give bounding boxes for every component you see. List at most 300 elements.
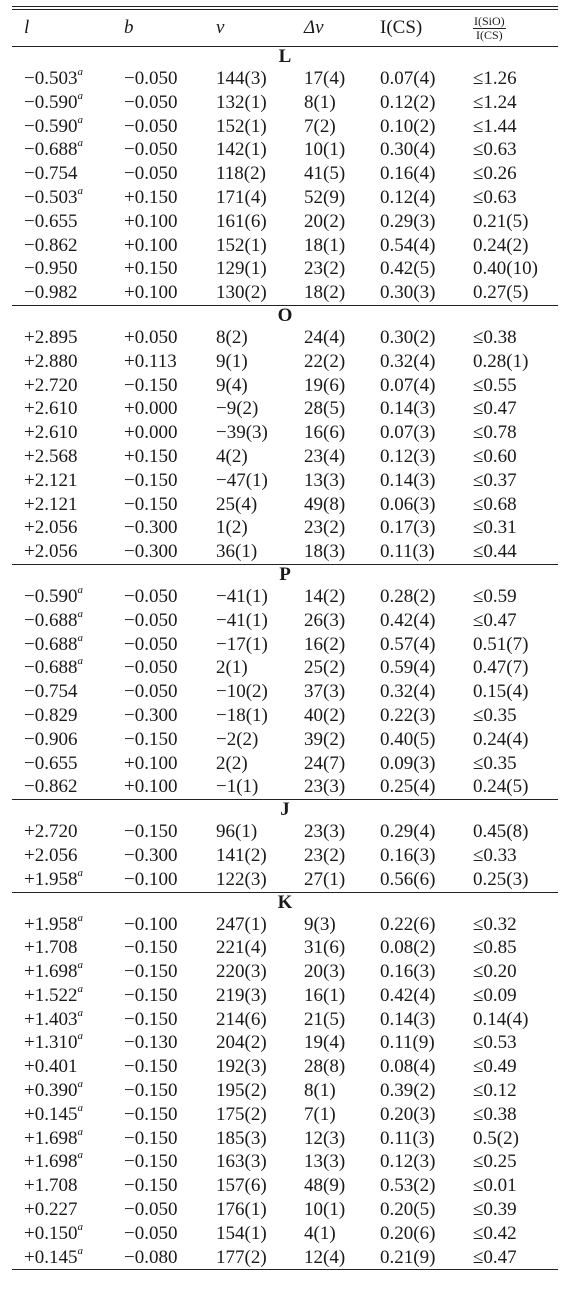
cell-dv: 23(2) [304, 258, 346, 280]
table-row [12, 138, 558, 162]
table-row [12, 1174, 558, 1198]
cell-v: 8(2) [216, 326, 248, 348]
cell-ics: 0.14(3) [380, 398, 436, 420]
footnote-marker: a [77, 137, 83, 150]
table-row [12, 844, 558, 868]
table-row [12, 469, 558, 493]
cell-ratio: ≤1.26 [473, 68, 517, 89]
cell-ics: 0.20(3) [380, 1103, 436, 1125]
cell-dv: 4(1) [304, 1222, 336, 1244]
cell-ratio: ≤0.63 [473, 139, 517, 161]
longitude-value: +0.145 [24, 1246, 78, 1268]
cell-b: −0.050 [124, 681, 178, 703]
cell-l [12, 1031, 112, 1055]
longitude-value: +1.522 [24, 984, 78, 1006]
longitude-value: +2.056 [24, 844, 78, 866]
cell-ics: 0.21(9) [380, 1246, 436, 1268]
cell-dv: 12(3) [304, 1127, 346, 1149]
cell-b: +0.000 [124, 398, 178, 420]
longitude-value: −0.906 [24, 728, 78, 750]
longitude-value: +1.310 [24, 1032, 78, 1054]
cloud-table [12, 10, 558, 1269]
table-row [12, 1103, 558, 1127]
cell-v: 177(2) [216, 1246, 267, 1268]
cell-b: −0.150 [124, 469, 178, 491]
cell-ratio: ≤0.25 [473, 1151, 517, 1173]
table-row [12, 162, 558, 186]
cell-l [12, 91, 112, 115]
cell-ics: 0.20(5) [380, 1199, 436, 1221]
cell-v: 130(2) [216, 282, 267, 304]
longitude-value: +0.401 [24, 1056, 78, 1078]
longitude-value: +0.227 [24, 1199, 78, 1221]
ratio-denominator: I(CS) [476, 28, 503, 43]
table-row [12, 585, 558, 609]
cell-v: 221(4) [216, 937, 267, 959]
longitude-value: −0.590 [24, 91, 78, 113]
table-row [12, 656, 558, 680]
cell-l [12, 257, 112, 281]
cell-dv: 39(2) [304, 728, 346, 750]
bottom-rule [12, 1269, 558, 1270]
cell-v: 154(1) [216, 1222, 267, 1244]
longitude-value: −0.655 [24, 210, 78, 232]
cell-v: −41(1) [216, 585, 268, 607]
cell-dv: 9(3) [304, 913, 336, 935]
longitude-value: +1.958 [24, 913, 78, 935]
cell-ics: 0.32(4) [380, 350, 436, 372]
cell-l [12, 326, 112, 350]
cell-v: 144(3) [216, 68, 267, 89]
cell-dv: 40(2) [304, 704, 346, 726]
cell-b: −0.300 [124, 517, 178, 539]
group-heading-row [12, 800, 558, 820]
cell-l [12, 138, 112, 162]
longitude-value: +0.390 [24, 1080, 78, 1102]
cell-b: −0.050 [124, 609, 178, 631]
cell-ics: 0.53(2) [380, 1175, 436, 1197]
table-row [12, 350, 558, 374]
cell-ratio: ≤0.53 [473, 1032, 517, 1054]
table-row [12, 540, 558, 564]
cell-l [12, 633, 112, 657]
cell-b: +0.100 [124, 776, 178, 798]
cell-l [12, 844, 112, 868]
cell-v: 9(1) [216, 350, 248, 372]
cell-ratio: ≤0.49 [473, 1056, 517, 1078]
cell-l [12, 656, 112, 680]
cell-v: 185(3) [216, 1127, 267, 1149]
table-row [12, 186, 558, 210]
cell-l [12, 680, 112, 704]
longitude-value: −0.590 [24, 115, 78, 137]
longitude-value: +2.610 [24, 398, 78, 420]
cell-v: −41(1) [216, 609, 268, 631]
cell-dv: 20(3) [304, 961, 346, 983]
cell-l [12, 1150, 112, 1174]
cell-ics: 0.11(9) [380, 1032, 435, 1054]
table-row [12, 609, 558, 633]
cell-b: +0.150 [124, 186, 178, 208]
group-label: J [280, 799, 290, 821]
table-row [12, 397, 558, 421]
cell-l [12, 728, 112, 752]
table-row [12, 633, 558, 657]
table-body [12, 47, 558, 1269]
cell-ratio: ≤0.32 [473, 913, 517, 935]
ratio-numerator: I(SiO) [474, 14, 505, 29]
cell-l [12, 609, 112, 633]
cell-dv: 23(3) [304, 821, 346, 843]
cell-ratio: 0.14(4) [473, 1008, 529, 1030]
cell-ratio: ≤0.01 [473, 1175, 517, 1197]
longitude-value: −0.503 [24, 68, 78, 89]
cell-ics: 0.20(6) [380, 1222, 436, 1244]
cell-v: 9(4) [216, 374, 248, 396]
data-table [12, 6, 558, 1270]
cell-b: +0.150 [124, 258, 178, 280]
cell-b: −0.150 [124, 1103, 178, 1125]
cell-dv: 23(4) [304, 445, 346, 467]
table-row [12, 257, 558, 281]
cell-b: +0.100 [124, 282, 178, 304]
cell-dv: 28(5) [304, 398, 346, 420]
longitude-value: +1.698 [24, 1127, 78, 1149]
cell-ratio: 0.27(5) [473, 282, 529, 304]
cell-v: 204(2) [216, 1032, 267, 1054]
cell-dv: 16(6) [304, 422, 346, 444]
longitude-value: +1.698 [24, 961, 78, 983]
cell-ics: 0.30(2) [380, 326, 436, 348]
cell-ics: 0.07(4) [380, 68, 436, 89]
cell-l [12, 913, 112, 937]
cell-ratio: ≤0.59 [473, 585, 517, 607]
footnote-marker: a [77, 1149, 83, 1162]
cell-ics: 0.56(6) [380, 868, 436, 890]
cell-ratio: ≤0.26 [473, 163, 517, 185]
cell-v: 2(2) [216, 752, 248, 774]
cell-b: −0.100 [124, 868, 178, 890]
footnote-marker: a [77, 1078, 83, 1091]
table-row [12, 493, 558, 517]
cell-b: +0.000 [124, 422, 178, 444]
table-row [12, 421, 558, 445]
cell-ratio: 0.47(7) [473, 657, 529, 679]
cell-dv: 41(5) [304, 163, 346, 185]
cell-l [12, 1222, 112, 1246]
cell-b: −0.150 [124, 728, 178, 750]
cell-v: 132(1) [216, 91, 267, 113]
cell-ics: 0.08(2) [380, 937, 436, 959]
cell-b: −0.080 [124, 1246, 178, 1268]
group-heading-row [12, 306, 558, 326]
table-row [12, 752, 558, 776]
cell-l [12, 115, 112, 139]
cell-ratio: ≤0.60 [473, 445, 517, 467]
cell-dv: 19(4) [304, 1032, 346, 1054]
cell-ratio: 0.24(4) [473, 728, 529, 750]
cell-ics: 0.10(2) [380, 115, 436, 137]
cell-b: −0.300 [124, 704, 178, 726]
cell-v: 220(3) [216, 961, 267, 983]
cell-l [12, 186, 112, 210]
cell-dv: 18(3) [304, 541, 346, 563]
longitude-value: −0.688 [24, 609, 78, 631]
cell-l [12, 775, 112, 799]
cell-l [12, 1008, 112, 1032]
cell-v: 129(1) [216, 258, 267, 280]
cell-b: −0.150 [124, 1175, 178, 1197]
cell-ratio: ≤0.47 [473, 1246, 517, 1268]
cell-l [12, 234, 112, 258]
cell-dv: 27(1) [304, 868, 346, 890]
cell-b: +0.050 [124, 326, 178, 348]
longitude-value: −0.862 [24, 234, 78, 256]
table-row [12, 1150, 558, 1174]
cell-v: 247(1) [216, 913, 267, 935]
table-row [12, 67, 558, 91]
cell-ics: 0.39(2) [380, 1080, 436, 1102]
cell-ics: 0.16(4) [380, 163, 436, 185]
footnote-marker: a [77, 1125, 83, 1138]
longitude-value: +2.568 [24, 445, 78, 467]
cell-l [12, 210, 112, 234]
longitude-value: −0.754 [24, 681, 78, 703]
cell-ratio: ≤0.31 [473, 517, 517, 539]
cell-v: −39(3) [216, 422, 268, 444]
cell-dv: 10(1) [304, 139, 346, 161]
cell-dv: 7(1) [304, 1103, 336, 1125]
cell-ratio: ≤0.35 [473, 752, 517, 774]
table-row [12, 1222, 558, 1246]
cell-ratio: ≤0.47 [473, 609, 517, 631]
cell-b: −0.050 [124, 1222, 178, 1244]
cell-l [12, 516, 112, 540]
cell-ics: 0.40(5) [380, 728, 436, 750]
cell-v: 122(3) [216, 868, 267, 890]
cell-dv: 24(4) [304, 326, 346, 348]
cell-l [12, 704, 112, 728]
cell-b: −0.150 [124, 1056, 178, 1078]
cell-dv: 14(2) [304, 585, 346, 607]
cell-v: 152(1) [216, 115, 267, 137]
cell-b: +0.100 [124, 752, 178, 774]
table-row [12, 936, 558, 960]
longitude-value: −0.754 [24, 163, 78, 185]
cell-dv: 23(2) [304, 517, 346, 539]
longitude-value: +2.610 [24, 422, 78, 444]
cell-dv: 18(2) [304, 282, 346, 304]
cell-b: −0.100 [124, 913, 178, 935]
cell-b: +0.100 [124, 210, 178, 232]
cell-dv: 18(1) [304, 234, 346, 256]
longitude-value: +2.056 [24, 541, 78, 563]
cell-b: −0.150 [124, 961, 178, 983]
table-row [12, 445, 558, 469]
cell-ratio: ≤0.38 [473, 326, 517, 348]
table-row [12, 115, 558, 139]
cell-ratio: ≤1.24 [473, 91, 517, 113]
header-ratio [461, 10, 558, 47]
cell-ics: 0.16(3) [380, 961, 436, 983]
cell-b: −0.050 [124, 115, 178, 137]
longitude-value: +2.056 [24, 517, 78, 539]
cell-b: −0.300 [124, 541, 178, 563]
cell-ratio: 0.15(4) [473, 681, 529, 703]
cell-b: −0.150 [124, 1008, 178, 1030]
cell-b: −0.150 [124, 493, 178, 515]
cell-ics: 0.30(3) [380, 282, 436, 304]
cell-v: 163(3) [216, 1151, 267, 1173]
cell-b: −0.130 [124, 1032, 178, 1054]
group-heading-row [12, 47, 558, 67]
header-v: v [216, 17, 225, 38]
longitude-value: −0.655 [24, 752, 78, 774]
longitude-value: +1.698 [24, 1151, 78, 1173]
group-heading-row [12, 893, 558, 913]
cell-ratio: 0.45(8) [473, 821, 529, 843]
cell-v: 141(2) [216, 844, 267, 866]
header-b: b [124, 17, 134, 38]
table-row [12, 516, 558, 540]
cell-l [12, 445, 112, 469]
cell-dv: 8(1) [304, 91, 336, 113]
cell-l [12, 752, 112, 776]
cell-b: −0.150 [124, 1151, 178, 1173]
footnote-marker: a [77, 1006, 83, 1019]
cell-l [12, 936, 112, 960]
table-row [12, 820, 558, 844]
cell-l [12, 162, 112, 186]
table-row [12, 326, 558, 350]
footnote-marker: a [77, 89, 83, 102]
cell-ratio: 0.25(3) [473, 868, 529, 890]
cell-b: −0.150 [124, 1080, 178, 1102]
cell-ratio: ≤0.37 [473, 469, 517, 491]
cell-dv: 16(1) [304, 984, 346, 1006]
cell-l [12, 67, 112, 91]
cell-ics: 0.42(5) [380, 258, 436, 280]
cell-ratio: 0.40(10) [473, 258, 538, 280]
cell-ratio: 0.24(2) [473, 234, 529, 256]
cell-ics: 0.12(4) [380, 186, 436, 208]
cell-ics: 0.28(2) [380, 585, 436, 607]
table-row [12, 728, 558, 752]
cell-l [12, 1127, 112, 1151]
group-label: O [277, 304, 293, 326]
longitude-value: +1.403 [24, 1008, 78, 1030]
longitude-value: +2.121 [24, 469, 78, 491]
cell-dv: 22(2) [304, 350, 346, 372]
footnote-marker: a [77, 1244, 83, 1257]
cell-dv: 23(2) [304, 844, 346, 866]
cell-v: 96(1) [216, 821, 258, 843]
cell-b: +0.113 [124, 350, 177, 372]
longitude-value: +2.720 [24, 374, 78, 396]
cell-dv: 13(3) [304, 469, 346, 491]
cell-ics: 0.06(3) [380, 493, 436, 515]
cell-l [12, 350, 112, 374]
cell-b: −0.300 [124, 844, 178, 866]
footnote-marker: a [77, 866, 83, 879]
header-ics [368, 10, 461, 47]
cell-dv: 25(2) [304, 657, 346, 679]
cell-l [12, 540, 112, 564]
cell-v: 157(6) [216, 1175, 267, 1197]
footnote-marker: a [77, 911, 83, 924]
cell-dv: 20(2) [304, 210, 346, 232]
cell-dv: 26(3) [304, 609, 346, 631]
longitude-value: +0.150 [24, 1222, 78, 1244]
table-row [12, 1246, 558, 1270]
cell-l [12, 820, 112, 844]
header-l: l [24, 17, 30, 38]
cell-ratio: ≤0.20 [473, 961, 517, 983]
cell-ratio: ≤0.33 [473, 844, 517, 866]
cell-ratio: 0.5(2) [473, 1127, 519, 1149]
cell-ratio: ≤0.55 [473, 374, 517, 396]
cell-dv: 8(1) [304, 1080, 336, 1102]
footnote-marker: a [77, 1030, 83, 1043]
cell-ics: 0.12(3) [380, 1151, 436, 1173]
cell-ratio: ≤0.78 [473, 422, 517, 444]
group-label: K [277, 891, 293, 913]
footnote-marker: a [77, 66, 83, 78]
longitude-value: +2.121 [24, 493, 78, 515]
cell-v: 152(1) [216, 234, 267, 256]
cell-ics: 0.16(3) [380, 844, 436, 866]
table-row [12, 680, 558, 704]
cell-b: +0.100 [124, 234, 178, 256]
footnote-marker: a [77, 655, 83, 668]
table-row [12, 374, 558, 398]
cell-dv: 49(8) [304, 493, 346, 515]
cell-dv: 10(1) [304, 1199, 346, 1221]
cell-ratio: ≤0.47 [473, 398, 517, 420]
cell-b: +0.150 [124, 445, 178, 467]
cell-dv: 21(5) [304, 1008, 346, 1030]
cell-l [12, 868, 112, 892]
cell-v: 195(2) [216, 1080, 267, 1102]
cell-ics: 0.25(4) [380, 776, 436, 798]
cell-ics: 0.14(3) [380, 469, 436, 491]
cell-v: −47(1) [216, 469, 268, 491]
longitude-value: +1.708 [24, 937, 78, 959]
cell-ics: 0.29(4) [380, 821, 436, 843]
cell-b: −0.150 [124, 821, 178, 843]
cell-l [12, 397, 112, 421]
footnote-marker: a [77, 583, 83, 596]
cell-v: 192(3) [216, 1056, 267, 1078]
footnote-marker: a [77, 184, 83, 197]
cell-ics: 0.08(4) [380, 1056, 436, 1078]
cell-ics: 0.29(3) [380, 210, 436, 232]
cell-dv: 31(6) [304, 937, 346, 959]
cell-ics: 0.59(4) [380, 657, 436, 679]
table-row [12, 1031, 558, 1055]
table-row [12, 1079, 558, 1103]
cell-v: −1(1) [216, 776, 259, 798]
table-row [12, 281, 558, 305]
cell-l [12, 960, 112, 984]
cell-b: −0.050 [124, 1199, 178, 1221]
cell-v: −9(2) [216, 398, 259, 420]
cell-ics: 0.11(3) [380, 541, 435, 563]
header-row [12, 10, 558, 47]
cell-ratio: ≤1.44 [473, 115, 517, 137]
cell-l [12, 469, 112, 493]
longitude-value: −0.590 [24, 585, 78, 607]
